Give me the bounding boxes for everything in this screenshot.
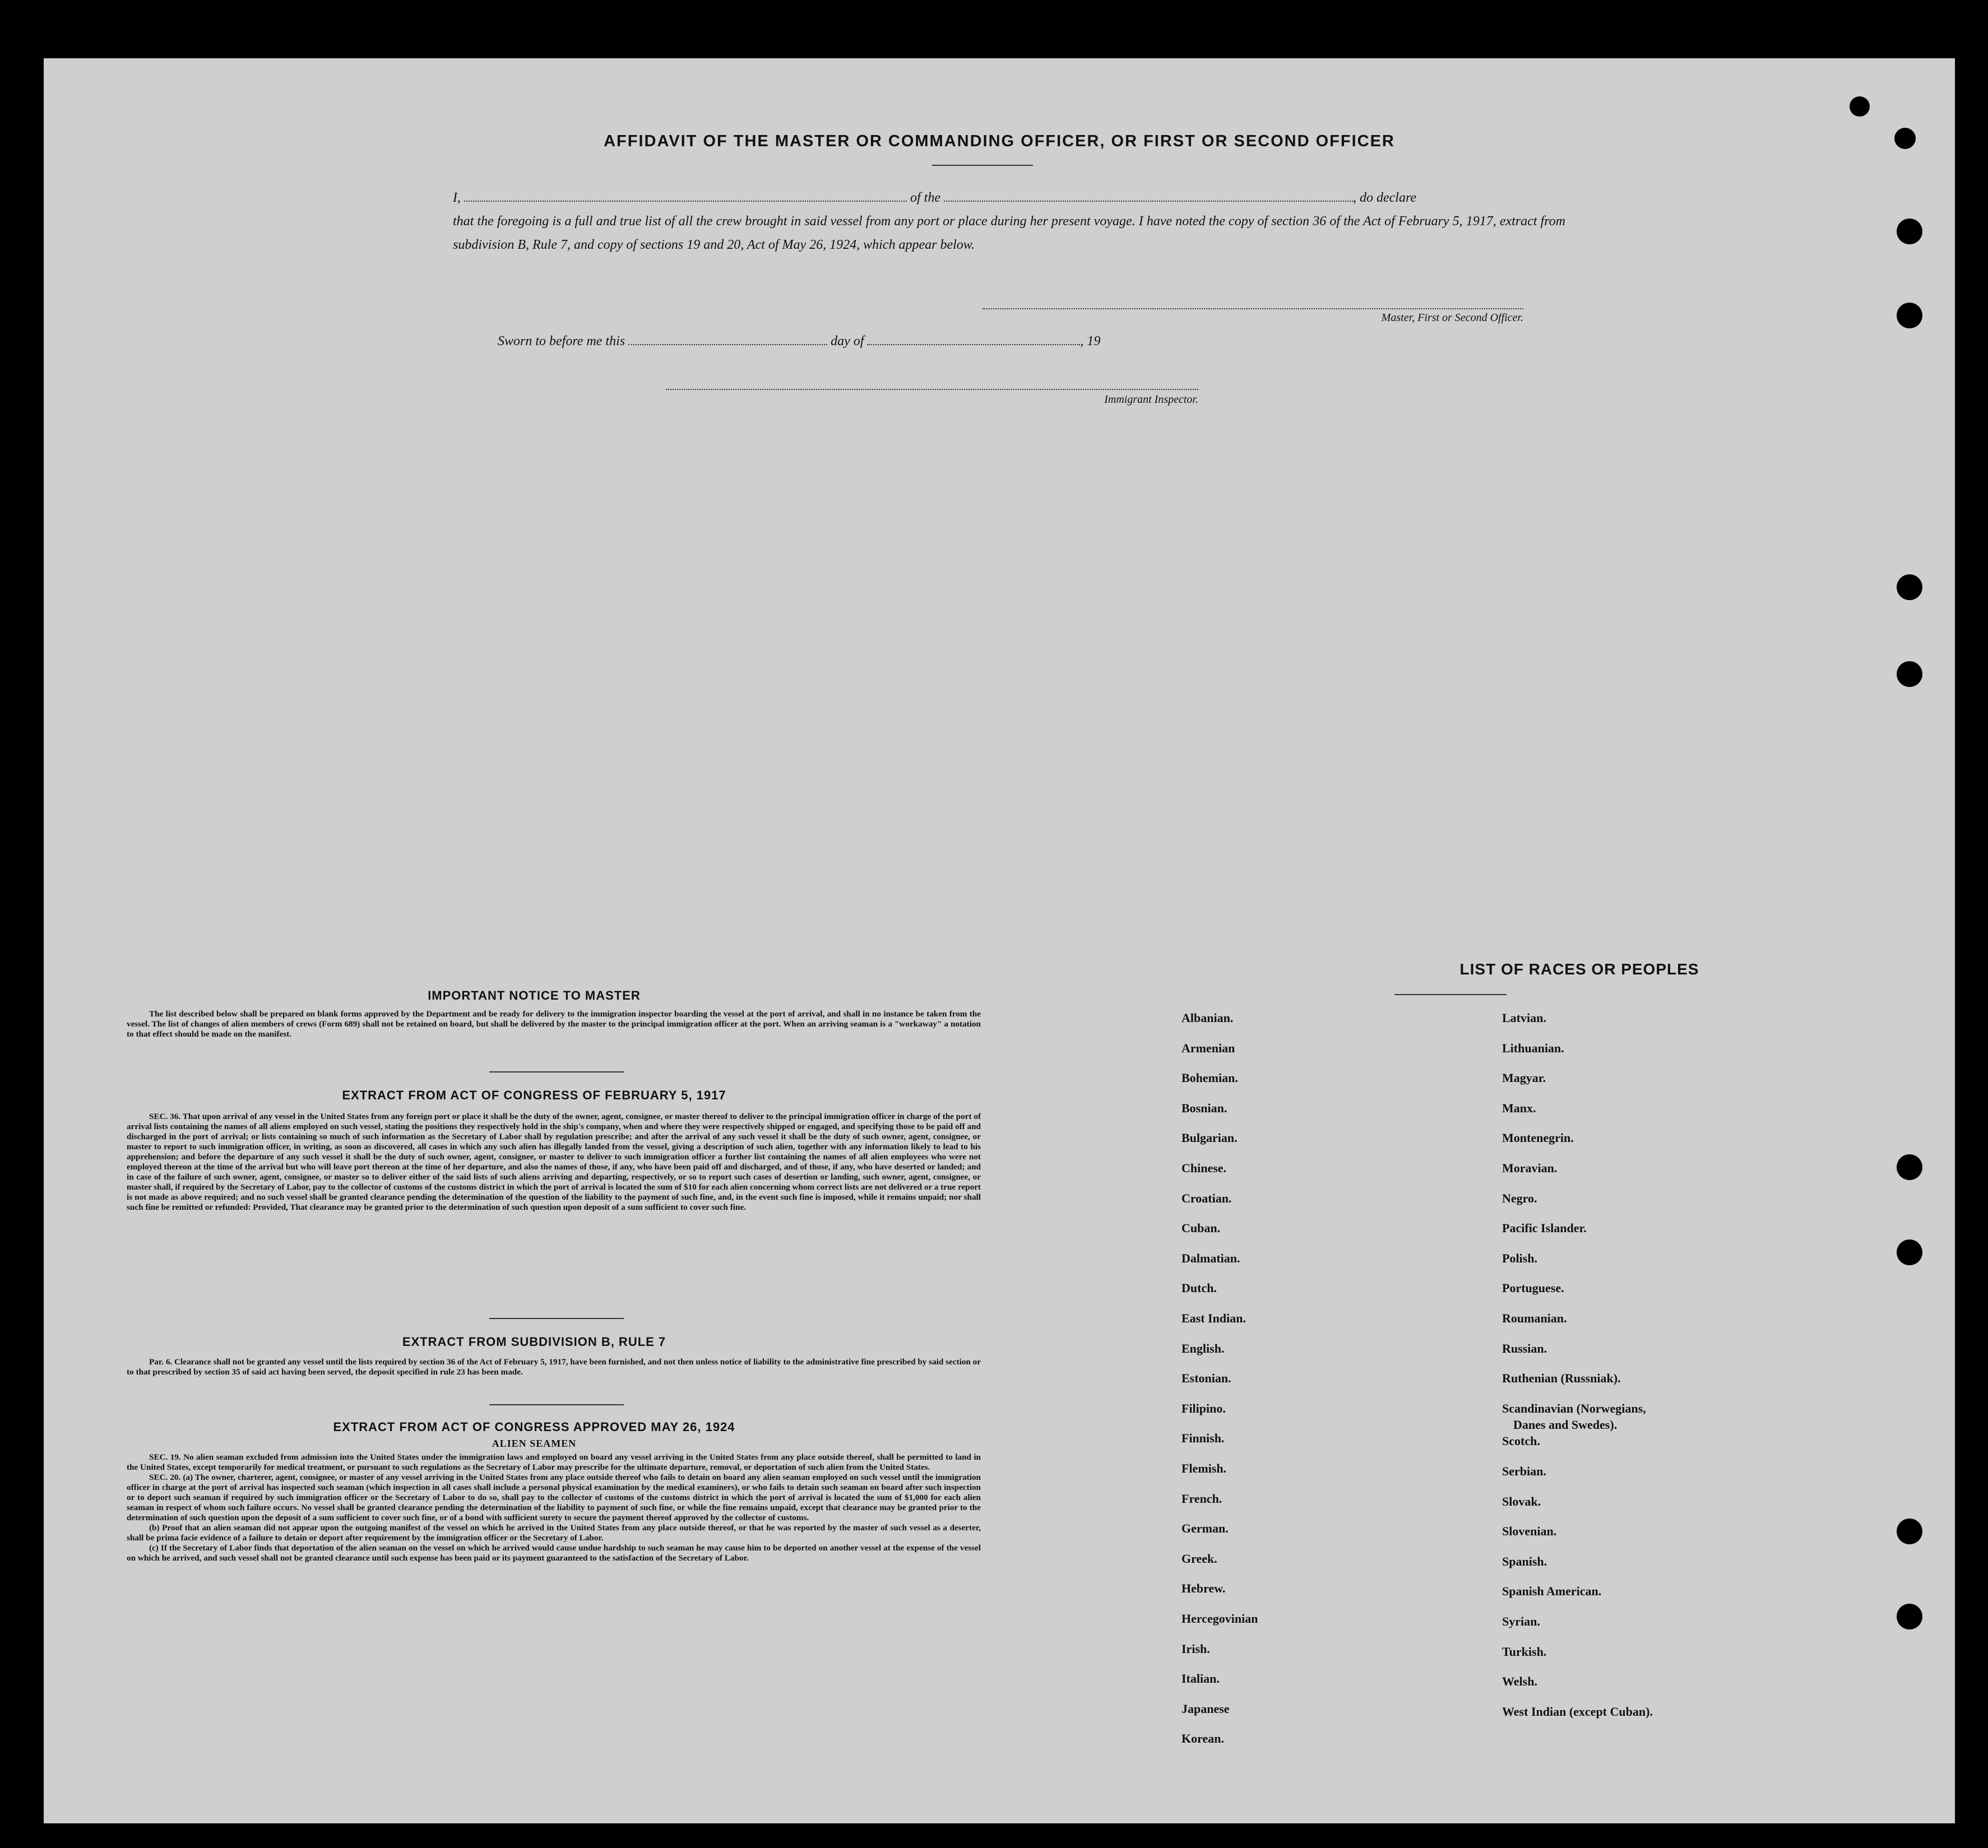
race-item: English. xyxy=(1181,1341,1225,1355)
section-19: SEC. 19. No alien seaman excluded from admission into the United States under the immigration laws and employed on board any vessel arriving in the United States from any place outside thereof, shall be permitted to land in the United States, except temporarily for medical treatment, or pursuant to such regulations as the Secretary of Labor may prescribe for the ultimate departure, removal, or deportation of such alien from the United States. xyxy=(127,1452,981,1472)
race-item: Croatian. xyxy=(1181,1191,1232,1205)
race-item: Bohemian. xyxy=(1181,1071,1238,1085)
affidavit-title: AFFIDAVIT OF THE MASTER OR COMMANDING OFFICER, OR FIRST OR SECOND OFFICER xyxy=(604,132,1395,150)
vessel-blank xyxy=(944,200,1353,202)
name-blank xyxy=(464,200,907,202)
binder-hole xyxy=(1897,219,1922,244)
race-item: Ruthenian (Russniak). xyxy=(1502,1371,1621,1386)
binder-hole xyxy=(1897,1604,1922,1629)
race-item: Greek. xyxy=(1181,1551,1217,1566)
race-item: Spanish American. xyxy=(1502,1584,1602,1599)
day-blank xyxy=(628,344,827,345)
race-item: Russian. xyxy=(1502,1341,1547,1355)
extract-rule7-divider xyxy=(489,1404,624,1405)
race-item: Welsh. xyxy=(1502,1674,1537,1689)
binder-hole xyxy=(1897,574,1922,600)
race-item: Finnish. xyxy=(1181,1431,1225,1446)
inspector-line xyxy=(666,389,1198,390)
race-item: German. xyxy=(1181,1521,1229,1536)
extract-1924-title: EXTRACT FROM ACT OF CONGRESS APPROVED MAY 26, 1924 xyxy=(333,1420,735,1434)
race-item: Montenegrin. xyxy=(1502,1131,1574,1145)
binder-hole xyxy=(1897,661,1922,687)
affidavit-declaration xyxy=(453,186,1565,257)
binder-hole xyxy=(1897,1519,1922,1544)
i-label: I, xyxy=(453,191,461,205)
signature-line xyxy=(983,308,1523,309)
binder-hole xyxy=(1897,1154,1922,1180)
extract-1917-divider xyxy=(489,1318,624,1319)
race-item: Magyar. xyxy=(1502,1071,1546,1085)
race-item: Irish. xyxy=(1181,1641,1210,1656)
race-item: Italian. xyxy=(1181,1671,1220,1686)
race-item: Hercegovinian xyxy=(1181,1612,1258,1626)
race-item: Chinese. xyxy=(1181,1161,1227,1175)
race-item: French. xyxy=(1181,1491,1222,1506)
race-item: Latvian. xyxy=(1502,1011,1546,1025)
extract-1917-text: SEC. 36. That upon arrival of any vessel in the United States from any foreign port or place it shall be the duty of the owner, agent, consignee, or master thereof to deliver to the principal immigration officer in charge of the port of arrival lists containing the names of all aliens employed on such vessel, stating the positions they respectively hold in the ship's company, when and where they were respectively shipped or engaged, and specifying those to be paid off and discharged in the port of arrival; or lists containing so much of such information as the Secretary of Labor shall by regulation prescribe; and after the arrival of any such vessel it shall be the duty of such owner, agent, consignee, or master to report to such immigration officer, in writing, as soon as discovered, all cases in which any such alien has illegally landed from the vessel, giving a description of such alien, together with any information likely to lead to his apprehension; and before the departure of any such vessel it shall be the duty of such owner, agent, consignee, or master to deliver to such immigration officer a further list containing the names of all alien employees who were not employed thereon at the time of the arrival but who will leave port thereon at the time of her departure, and also the names of those, if any, who have been paid off and discharged, and of those, if any, who have deserted or landed; and in case of the failure of such owner, agent, consignee, or master so to deliver either of the said lists of such aliens arriving and departing, respectively, or so to report such cases of desertion or landing, such owner, agent, consignee, or master shall, if required by the Secretary of Labor, pay to the collector of customs of the customs district in which the port of arrival is located the sum of $10 for each alien concerning whom correct lists are not delivered or a true report is not made as above required; and no such vessel shall be granted clearance pending the determination of the question of the liability to the payment of such fine, and, in the event such fine is imposed, while it remains unpaid; nor shall such fine be remitted or refunded: Provided, That clearance may be granted prior to the determination of such question upon deposit of a sum sufficient to cover such fine. xyxy=(127,1112,981,1212)
race-item: Bosnian. xyxy=(1181,1101,1227,1115)
do-declare-label: , do declare xyxy=(1353,191,1417,205)
notice-divider xyxy=(489,1071,624,1072)
extract-1924-subtitle: ALIEN SEAMEN xyxy=(492,1438,577,1449)
of-the-label: of the xyxy=(910,191,940,205)
race-item: Manx. xyxy=(1502,1101,1536,1115)
race-item: Cuban. xyxy=(1181,1221,1221,1236)
section-20c: (c) If the Secretary of Labor finds that deportation of the alien seaman on the vessel on which he arrived would cause undue hardship to such seaman he may cause him to be deported on another vessel at the expense of the vessel on which he arrived, and such vessel shall not be granted clearance until such expense has been paid or its payment guaranteed to the satisfaction of the Secretary of Labor. xyxy=(127,1543,981,1563)
extract-rule7-title: EXTRACT FROM SUBDIVISION B, RULE 7 xyxy=(402,1335,666,1349)
race-item: Slovenian. xyxy=(1502,1524,1557,1539)
month-blank xyxy=(867,344,1080,345)
race-item: Flemish. xyxy=(1181,1461,1227,1475)
race-item: Japanese xyxy=(1181,1701,1230,1716)
race-item: West Indian (except Cuban). xyxy=(1502,1704,1653,1719)
race-item: Scotch. xyxy=(1502,1434,1540,1448)
inspector-label: Immigrant Inspector. xyxy=(1104,393,1198,406)
sworn-label: Sworn to before me this xyxy=(498,334,625,349)
race-item: Filipino. xyxy=(1181,1401,1226,1415)
extract-1917-title: EXTRACT FROM ACT OF CONGRESS OF FEBRUARY 5, 1917 xyxy=(342,1088,726,1102)
affidavit-body: that the foregoing is a full and true list of all the crew brought in said vessel from any port or place during her present voyage. I have noted the copy of section 36 of the Act of February 5, 1917, extract from subdivision B, Rule 7, and copy of sections 19 and 20, Act of May 26, 1924, which appear below. xyxy=(453,214,1565,252)
races-title: LIST OF RACES OR PEOPLES xyxy=(1459,960,1699,978)
race-item: Slovak. xyxy=(1502,1494,1541,1508)
race-item: Korean. xyxy=(1181,1731,1224,1746)
document-page xyxy=(44,58,1955,1823)
notice-title: IMPORTANT NOTICE TO MASTER xyxy=(428,988,641,1002)
race-item: Dutch. xyxy=(1181,1281,1217,1296)
sworn-line xyxy=(498,334,1226,349)
race-item: Bulgarian. xyxy=(1181,1131,1238,1145)
race-item: Dalmatian. xyxy=(1181,1251,1240,1265)
race-item: Pacific Islander. xyxy=(1502,1221,1587,1236)
race-item: Turkish. xyxy=(1502,1644,1547,1659)
race-item: Polish. xyxy=(1502,1251,1537,1265)
binder-hole xyxy=(1897,303,1922,328)
title-divider xyxy=(932,165,1033,166)
races-divider xyxy=(1394,994,1507,995)
race-item: Albanian. xyxy=(1181,1011,1234,1025)
signature-label: Master, First or Second Officer. xyxy=(1381,312,1523,324)
race-item: Armenian xyxy=(1181,1041,1235,1055)
binder-hole xyxy=(1850,96,1870,117)
section-20a: SEC. 20. (a) The owner, charterer, agent, consignee, or master of any vessel arriving in the United States from any place outside thereof who fails to detain on board any alien seaman employed on such vessel until the immigration officer in charge at the port of arrival has inspected such seaman (which inspection in all cases shall include a personal physical examination by the medical examiners), or who fails to detain such seaman on board after such inspection or to deport such seaman if required by such immigration officer or the Secretary of Labor to do so, shall pay to the collector of customs of the customs district in which the port of arrival is located the sum of $1,000 for each alien seaman in respect of whom such failure occurs. No vessel shall be granted clearance pending the determination of the liability to payment of such fine, or while the fine remains unpaid, except that clearance may be granted prior to the determination of such question upon the deposit of a sum sufficient to cover such fine, or of a bond with sufficient surety to secure the payment thereof approved by the collector of customs. xyxy=(127,1473,981,1522)
binder-hole xyxy=(1894,128,1916,149)
extract-1924-sections xyxy=(127,1452,981,1563)
notice-text: The list described below shall be prepared on blank forms approved by the Department and be ready for delivery to the immigration inspector boarding the vessel at the port of arrival, and shall in no instance be taken from the vessel. The list of changes of alien members of crews (Form 689) shall not be retained on board, but shall be delivered by the master to the principal immigration officer at the port. When an arriving seaman is a "workaway" a notation to that effect should be made on the manifest. xyxy=(127,1009,981,1039)
race-item: Roumanian. xyxy=(1502,1311,1567,1325)
extract-rule7-text: Par. 6. Clearance shall not be granted any vessel until the lists required by section 36 of the Act of February 5, 1917, have been furnished, and not then unless notice of liability to the administrative fine prescribed by said section or to that prescribed by section 35 of said act having been served, the deposit specified in rule 23 has been made. xyxy=(127,1357,981,1377)
race-item: East Indian. xyxy=(1181,1311,1246,1325)
race-item: Lithuanian. xyxy=(1502,1041,1564,1055)
race-item: Serbian. xyxy=(1502,1464,1546,1478)
binder-hole xyxy=(1897,1239,1922,1265)
race-item: Portuguese. xyxy=(1502,1281,1564,1296)
race-item: Hebrew. xyxy=(1181,1581,1226,1596)
race-item: Syrian. xyxy=(1502,1614,1540,1628)
section-20b: (b) Proof that an alien seaman did not appear upon the outgoing manifest of the vessel on which he arrived in the United States from any place outside thereof, or that he was reported by the master of such vessel as a deserter, shall be prima facie evidence of a failure to detain or deport after requirement by the immigration officer or the Secretary of Labor. xyxy=(127,1523,981,1543)
year-label: , 19 xyxy=(1080,334,1101,349)
race-item: Scandinavian (Norwegians, xyxy=(1502,1401,1646,1415)
race-item: Spanish. xyxy=(1502,1554,1547,1568)
day-of-label: day of xyxy=(831,334,864,349)
race-item: Moravian. xyxy=(1502,1161,1558,1175)
race-item: Danes and Swedes). xyxy=(1513,1417,1618,1432)
race-item: Estonian. xyxy=(1181,1371,1231,1386)
race-item: Negro. xyxy=(1502,1191,1537,1205)
